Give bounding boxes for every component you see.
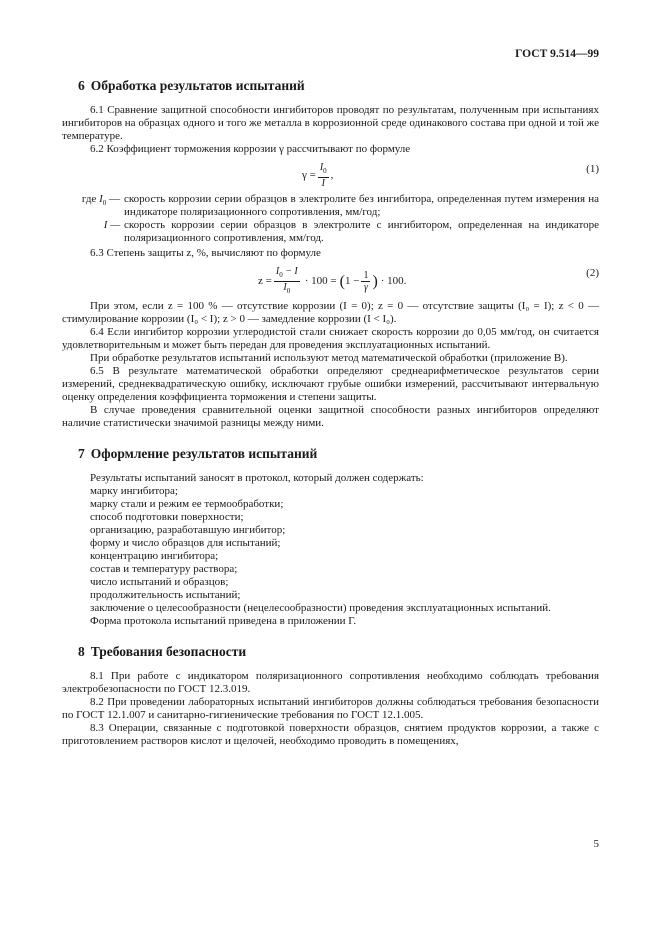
formula-2-den-sub: 0	[286, 287, 291, 295]
page-content	[62, 78, 599, 748]
list-item: способ подготовки поверхности;	[90, 511, 244, 523]
section-7-heading	[78, 446, 599, 462]
paragraph-8-1: 8.1 При работе с индикатором поляризационного сопротивления необходимо соблюдать требования электробезопасности по ГОСТ 12.3.019.	[62, 670, 599, 695]
formula-2-end: · 100.	[380, 275, 407, 287]
paragraph-6-2: 6.2 Коэффициент торможения коррозии γ рассчитывают по формуле	[90, 143, 411, 155]
section-8-title: Требования безопасности	[90, 644, 247, 659]
section-6-heading	[78, 78, 599, 94]
formula-2-frac2-bot: γ	[363, 282, 368, 293]
formula-2-fraction	[274, 266, 300, 297]
list-item: продолжительность испытаний;	[90, 589, 241, 601]
formula-1-numerator: I	[319, 162, 324, 173]
formula-2-num: I	[275, 266, 280, 277]
list-item: организацию, разработавшую ингибитор;	[90, 524, 286, 536]
formula-2-mid: · 100 =	[304, 275, 337, 287]
list-item: концентрацию ингибитора;	[90, 550, 219, 562]
section-7-closing: Форма протокола испытаний приведена в приложении Г.	[90, 615, 357, 627]
definitions-list	[62, 193, 599, 245]
list-item: заключение о целесообразности (нецелесообразности) проведения эксплуатационных испытаний.	[90, 602, 551, 614]
section-6-title: Обработка результатов испытаний	[90, 78, 305, 93]
formula-1-lhs: γ =	[302, 169, 316, 181]
formula-1-tail: ,	[330, 169, 334, 181]
formula-2-num-sub: 0	[279, 271, 283, 279]
list-item: форму и число образцов для испытаний;	[90, 537, 281, 549]
section-8-number: 8	[78, 644, 85, 659]
definition-i-text: скорость коррозии серии образцов в электролите с ингибитором, определенная на индикаторе поляризационного сопротивления, мм/год.	[124, 219, 599, 244]
section-8-heading	[78, 644, 599, 660]
formula-2-lhs: z =	[258, 275, 272, 287]
definition-i-term: I —	[103, 219, 120, 231]
section-7-number: 7	[78, 446, 85, 461]
list-item: марку стали и режим ее термообработки;	[90, 498, 284, 510]
list-item: состав и температуру раствора;	[90, 563, 238, 575]
formula-2-den: I	[283, 282, 287, 293]
page-number: 5	[593, 838, 599, 850]
formula-1	[62, 159, 599, 189]
definition-i0	[62, 193, 599, 219]
formula-2-frac2-top: 1	[363, 270, 369, 281]
paragraph-6-4b: При обработке результатов испытаний используют метод математической обработки (приложение В).	[90, 352, 568, 364]
section-7-intro: Результаты испытаний заносят в протокол, который должен содержать:	[90, 472, 424, 484]
list-item: число испытаний и образцов;	[90, 576, 229, 588]
formula-1-denominator: I	[321, 178, 325, 189]
definition-i	[62, 219, 599, 245]
paragraph-6-5: 6.5 В результате математической обработки определяют среднеарифметическое результатов серии измерений, среднеквадратическую ошибку, исключают грубые ошибки измерений, рассчитывают интервальную оценку определения коэффициента торможения и степени защиты.	[62, 365, 599, 403]
formula-2-fraction-2	[361, 270, 370, 293]
formula-2-close-paren: )	[372, 272, 378, 290]
formula-2-open-paren: (	[339, 272, 345, 290]
paragraph-6-4: 6.4 Если ингибитор коррозии углеродистой стали снижает скорость коррозии до 0,05 мм/год, он считается удовлетворительным и может быть передан для проведения эксплуатационных испытаний.	[62, 326, 599, 351]
formula-2-num-tail: − I	[282, 266, 298, 277]
definition-i0-term: I	[99, 193, 103, 205]
formula-1-numerator-sub: 0	[323, 167, 327, 175]
formula-1-number: (1)	[586, 163, 599, 175]
section-6-number: 6	[78, 78, 85, 93]
document-code-header: ГОСТ 9.514—99	[515, 48, 599, 60]
list-item: марку ингибитора;	[90, 485, 178, 497]
formula-2	[62, 263, 599, 297]
definition-i0-dash: —	[109, 193, 120, 205]
formula-1-fraction	[318, 162, 329, 189]
paragraph-cases: При этом, если z = 100 % — отсутствие коррозии (I = 0); z = 0 — отсутствие защиты (I₀ = I); z < 0 — стимулирование коррозии (I₀ < I); z > 0 — замедление коррозии (I < I₀).	[62, 300, 599, 325]
paragraph-6-1: 6.1 Сравнение защитной способности ингибиторов проводят по результатам, полученным при испытаниях ингибиторов на образцах одного и того же металла в коррозионной среде одинакового состава при одной и той же температуре.	[62, 104, 599, 142]
definition-i0-sub: 0	[102, 199, 107, 208]
definition-i0-text: скорость коррозии серии образцов в электролите без ингибитора, определенная путем измерения на индикаторе поляризационного сопротивления, мм/год;	[124, 193, 599, 218]
paragraph-6-5b: В случае проведения сравнительной оценки защитной способности разных ингибиторов определяют наличие статистически значимой разницы между ними.	[62, 404, 599, 429]
paragraph-6-3: 6.3 Степень защиты z, %, вычисляют по формуле	[90, 247, 321, 259]
protocol-contents-list	[62, 472, 599, 628]
paragraph-8-3: 8.3 Операции, связанные с подготовкой поверхности образцов, снятием продуктов коррозии, а также с приготовлением растворов кислот и щелочей, необходимо проводить в помещениях,	[62, 722, 599, 747]
formula-2-number: (2)	[586, 267, 599, 279]
section-7-title: Оформление результатов испытаний	[90, 446, 318, 461]
where-label: где	[81, 193, 97, 205]
paragraph-8-2: 8.2 При проведении лабораторных испытаний ингибиторов должны соблюдаться требования безопасности по ГОСТ 12.1.007 и санитарно-гигиенические требования по ГОСТ 12.1.005.	[62, 696, 599, 721]
formula-2-one-minus: 1 −	[344, 275, 360, 287]
